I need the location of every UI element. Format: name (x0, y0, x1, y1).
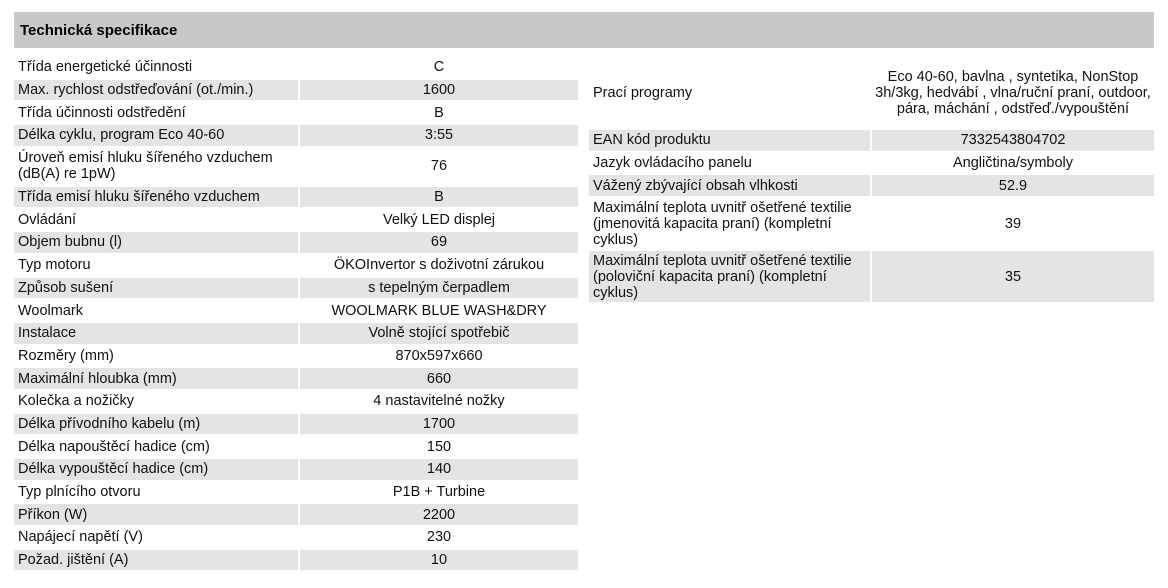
spec-label: Třída účinnosti odstředění (14, 102, 300, 125)
spec-label: Třída emisí hluku šířeného vzduchem (14, 187, 300, 210)
spec-value: 10 (300, 550, 578, 573)
spec-label: Délka napouštěcí hadice (cm) (14, 436, 300, 459)
spec-value: 35 (872, 251, 1154, 304)
spec-label: Ovládání (14, 209, 300, 232)
table-row (14, 102, 578, 125)
table-row (14, 255, 578, 278)
table-row (14, 209, 578, 232)
spec-value: Angličtina/symboly (872, 153, 1154, 176)
spec-value: ÖKOInvertor s doživotní zárukou (300, 255, 578, 278)
spec-value: 2200 (300, 504, 578, 527)
spec-label: Vážený zbývající obsah vlhkosti (589, 175, 872, 198)
table-row (589, 251, 1154, 304)
table-row (589, 57, 1154, 130)
table-row (589, 175, 1154, 198)
spec-value: C (300, 57, 578, 80)
section-title: Technická specifikace (20, 21, 178, 39)
table-row (14, 550, 578, 573)
spec-label: Jazyk ovládacího panelu (589, 153, 872, 176)
spec-value: 39 (872, 198, 1154, 251)
spec-value: 1600 (300, 80, 578, 103)
spec-value: B (300, 187, 578, 210)
table-row (14, 278, 578, 301)
spec-value: 140 (300, 459, 578, 482)
spec-label: Kolečka a nožičky (14, 391, 300, 414)
spec-label: Typ motoru (14, 255, 300, 278)
spec-label: EAN kód produktu (589, 130, 872, 153)
spec-value: 870x597x660 (300, 346, 578, 369)
table-row (14, 80, 578, 103)
spec-label: Maximální teplota uvnitř ošetřené textilie (poloviční kapacita praní) (kompletní cyklus) (589, 251, 872, 304)
spec-value: Velký LED displej (300, 209, 578, 232)
spec-value: P1B + Turbine (300, 482, 578, 505)
spec-label: Rozměry (mm) (14, 346, 300, 369)
spec-label: Woolmark (14, 300, 300, 323)
spec-label: Úroveň emisí hluku šířeného vzduchem (dB(A) re 1pW) (14, 148, 300, 187)
spec-table-left (14, 57, 578, 572)
spec-value: 7332543804702 (872, 130, 1154, 153)
spec-value: 52.9 (872, 175, 1154, 198)
table-row (14, 232, 578, 255)
table-row (14, 323, 578, 346)
table-row (14, 391, 578, 414)
spec-label: Příkon (W) (14, 504, 300, 527)
spec-value: 69 (300, 232, 578, 255)
spec-label: Maximální hloubka (mm) (14, 368, 300, 391)
spec-value: 4 nastavitelné nožky (300, 391, 578, 414)
table-row (14, 459, 578, 482)
spec-value: WOOLMARK BLUE WASH&DRY (300, 300, 578, 323)
spec-value: Volně stojící spotřebič (300, 323, 578, 346)
spec-label: Typ plnícího otvoru (14, 482, 300, 505)
spec-label: Max. rychlost odstřeďování (ot./min.) (14, 80, 300, 103)
table-row (14, 300, 578, 323)
table-row (14, 148, 578, 187)
spec-value: B (300, 102, 578, 125)
spec-label: Délka přívodního kabelu (m) (14, 414, 300, 437)
table-row (14, 482, 578, 505)
section-header (14, 12, 1154, 48)
spec-value: 150 (300, 436, 578, 459)
table-row (14, 414, 578, 437)
spec-value: 1700 (300, 414, 578, 437)
spec-label: Prací programy (589, 57, 872, 130)
table-row (14, 346, 578, 369)
spec-value: 76 (300, 148, 578, 187)
spec-label: Napájecí napětí (V) (14, 527, 300, 550)
table-row (14, 125, 578, 148)
table-row (14, 436, 578, 459)
table-row (14, 187, 578, 210)
spec-value: 230 (300, 527, 578, 550)
spec-value: 660 (300, 368, 578, 391)
spec-table-right (589, 57, 1154, 304)
spec-label: Třída energetické účinnosti (14, 57, 300, 80)
spec-label: Instalace (14, 323, 300, 346)
spec-label: Délka cyklu, program Eco 40-60 (14, 125, 300, 148)
table-row (14, 368, 578, 391)
spec-label: Požad. jištění (A) (14, 550, 300, 573)
table-row (14, 504, 578, 527)
spec-value: Eco 40-60, bavlna , syntetika, NonStop 3h/3kg, hedvábí , vlna/ruční praní, outdoor, pára, máchání , odstřeď./vypouštění (872, 57, 1154, 130)
table-row (589, 198, 1154, 251)
table-row (14, 57, 578, 80)
table-row (589, 130, 1154, 153)
spec-label: Maximální teplota uvnitř ošetřené textilie (jmenovitá kapacita praní) (kompletní cyklus) (589, 198, 872, 251)
spec-value: s tepelným čerpadlem (300, 278, 578, 301)
spec-label: Objem bubnu (l) (14, 232, 300, 255)
table-row (14, 527, 578, 550)
spec-label: Délka vypouštěcí hadice (cm) (14, 459, 300, 482)
spec-value: 3:55 (300, 125, 578, 148)
table-row (589, 153, 1154, 176)
spec-label: Způsob sušení (14, 278, 300, 301)
